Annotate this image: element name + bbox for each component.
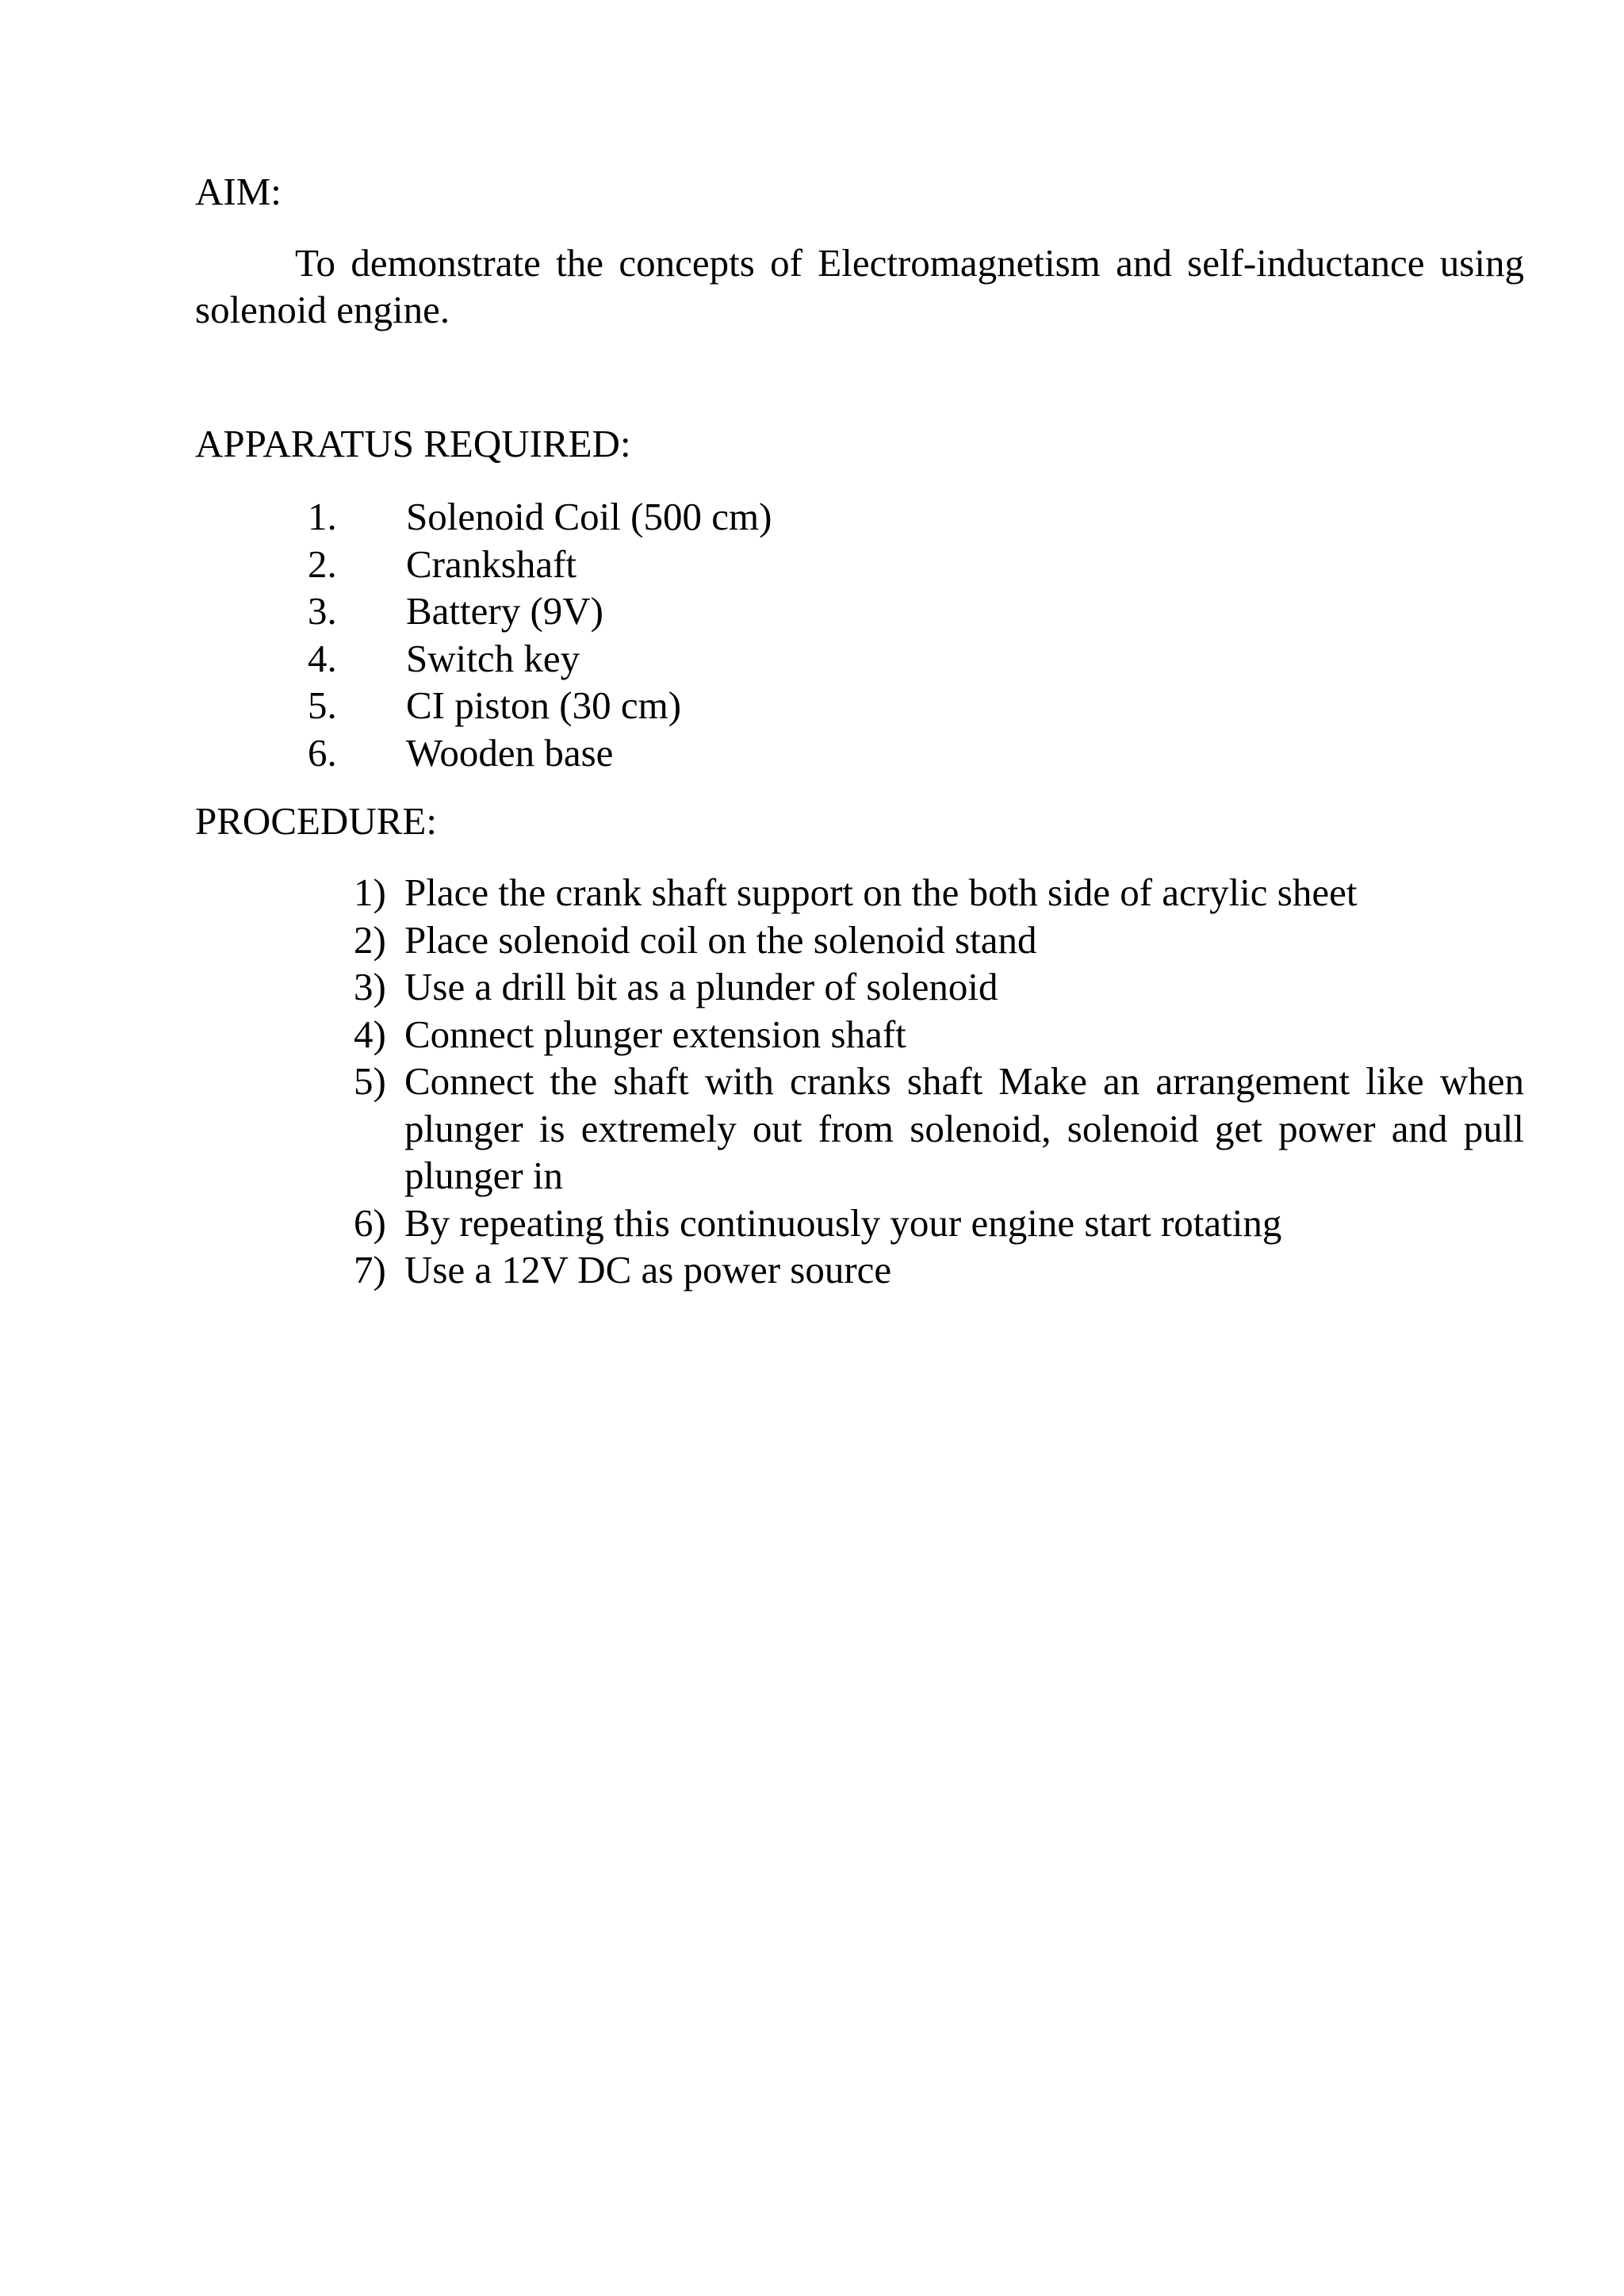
apparatus-item-text: Solenoid Coil (500 cm) (406, 495, 772, 538)
apparatus-item-number: 1. (308, 495, 337, 538)
procedure-step-number: 7) (354, 1248, 386, 1292)
apparatus-item-text: Battery (9V) (406, 589, 603, 633)
procedure-step (0, 916, 1524, 964)
aim-heading: AIM: (195, 170, 282, 213)
apparatus-item-text: Switch key (406, 636, 580, 680)
procedure-step-text: Place the crank shaft support on the both side of acrylic sheet (404, 871, 1358, 914)
procedure-step-number: 2) (354, 917, 386, 962)
procedure-step-text: Connect the shaft with cranks shaft Make an arrangement like when plunger is extremely out from solenoid, solenoid get power and pull plunger in (404, 1059, 1524, 1197)
procedure-step (0, 1200, 1524, 1247)
procedure-step-number: 5) (354, 1059, 386, 1103)
procedure-list (0, 869, 1524, 1294)
procedure-step-text: Use a drill bit as a plunder of solenoid (404, 965, 998, 1008)
apparatus-item-number: 6. (308, 730, 337, 775)
procedure-step (0, 1058, 1524, 1200)
apparatus-heading: APPARATUS REQUIRED: (195, 422, 631, 465)
procedure-step-text: Use a 12V DC as power source (404, 1248, 892, 1292)
procedure-step-number: 6) (354, 1200, 386, 1245)
apparatus-item-text: CI piston (30 cm) (406, 683, 682, 727)
procedure-step (0, 1011, 1524, 1058)
procedure-step-number: 1) (354, 871, 386, 914)
procedure-step-number: 3) (354, 965, 386, 1008)
procedure-step (0, 869, 1524, 916)
apparatus-item-text: Crankshaft (406, 541, 576, 586)
apparatus-item-number: 5. (308, 683, 337, 727)
apparatus-item-text: Wooden base (406, 730, 614, 775)
procedure-step-text: By repeating this continuously your engine start rotating (404, 1200, 1282, 1245)
apparatus-item-number: 3. (308, 589, 337, 633)
procedure-step-text: Connect plunger extension shaft (404, 1012, 906, 1056)
procedure-step (0, 1246, 1524, 1294)
procedure-step-number: 4) (354, 1012, 386, 1056)
aim-text: To demonstrate the concepts of Electromagnetism and self-inductance using solenoid engine. (195, 241, 1524, 331)
apparatus-item-number: 2. (308, 541, 337, 586)
procedure-heading: PROCEDURE: (195, 799, 437, 843)
procedure-step (0, 963, 1524, 1011)
apparatus-item-number: 4. (308, 636, 337, 680)
procedure-step-text: Place solenoid coil on the solenoid stand (404, 917, 1037, 962)
